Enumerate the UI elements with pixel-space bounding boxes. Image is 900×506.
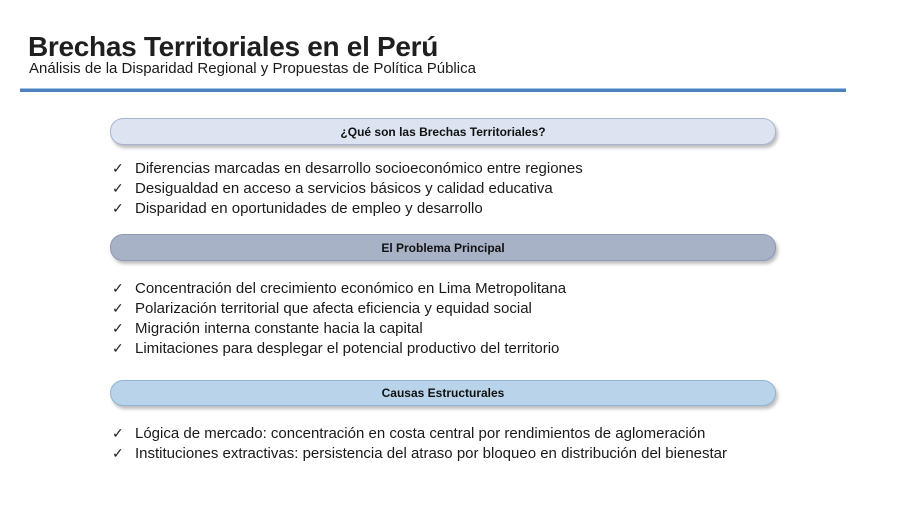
bullet-text: Instituciones extractivas: persistencia del atraso por bloqueo en distribución del bienestar (135, 445, 728, 462)
bullet-text: Polarización territorial que afecta eficiencia y equidad social (135, 300, 532, 317)
list-item (112, 443, 727, 463)
list-item (112, 298, 566, 318)
list-item (112, 423, 727, 443)
checkmark-icon: ✓ (112, 300, 124, 316)
page-title: Brechas Territoriales en el Perú (28, 30, 439, 62)
checkmark-icon: ✓ (112, 340, 124, 356)
checkmark-icon: ✓ (112, 200, 124, 216)
list-item (112, 178, 583, 198)
section-header-problema-principal: El Problema Principal (110, 234, 776, 261)
list-item (112, 278, 566, 298)
checkmark-icon: ✓ (112, 320, 124, 336)
section-header-causas-estructurales: Causas Estructurales (110, 380, 776, 406)
checkmark-icon: ✓ (112, 160, 124, 176)
section-header-que-son: ¿Qué son las Brechas Territoriales? (110, 118, 776, 145)
checkmark-icon: ✓ (112, 180, 124, 196)
bullet-text: Diferencias marcadas en desarrollo socioeconómico entre regiones (135, 160, 583, 177)
bullet-text: Desigualdad en acceso a servicios básicos y calidad educativa (135, 180, 553, 197)
bullet-text: Disparidad en oportunidades de empleo y desarrollo (135, 200, 483, 217)
bullet-list-problema-principal (112, 278, 566, 358)
title-divider-rule (20, 88, 846, 92)
bullet-list-que-son (112, 158, 583, 218)
list-item (112, 318, 566, 338)
list-item (112, 158, 583, 178)
bullet-text: Limitaciones para desplegar el potencial productivo del territorio (135, 340, 560, 357)
checkmark-icon: ✓ (112, 445, 124, 461)
bullet-list-causas-estructurales (112, 423, 727, 463)
list-item (112, 198, 583, 218)
bullet-text: Lógica de mercado: concentración en costa central por rendimientos de aglomeración (135, 425, 706, 442)
bullet-text: Migración interna constante hacia la capital (135, 320, 423, 337)
page-subtitle: Análisis de la Disparidad Regional y Propuestas de Política Pública (29, 60, 476, 77)
checkmark-icon: ✓ (112, 425, 124, 441)
bullet-text: Concentración del crecimiento económico en Lima Metropolitana (135, 280, 567, 297)
checkmark-icon: ✓ (112, 280, 124, 296)
list-item (112, 338, 566, 358)
